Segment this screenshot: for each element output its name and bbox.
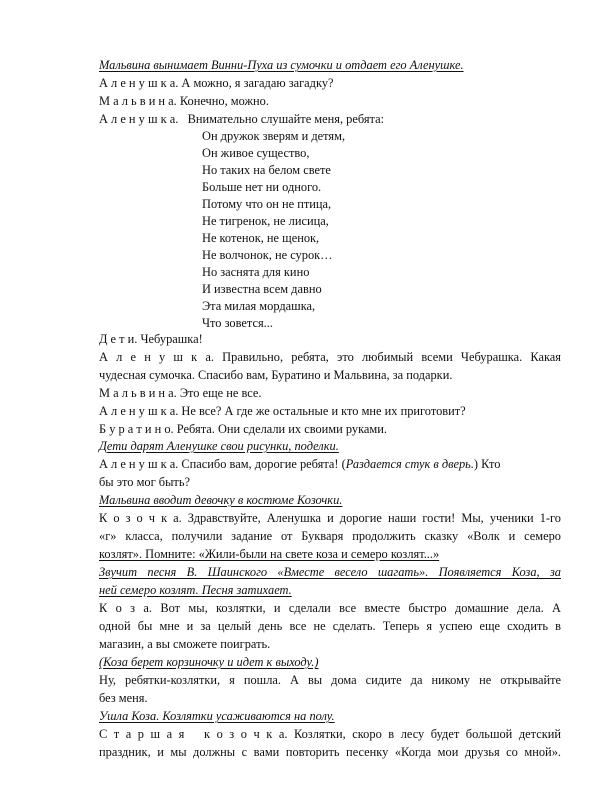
text-line: чудесная сумочка. Спасибо вам, Буратино и Мальвина, за подарки. [99,368,453,382]
poem-line: И известна всем давно [202,282,322,296]
line-text: Внимательно слушайте меня, ребята: [178,112,385,126]
line-text: Здравствуйте, Аленушка и дорогие наши гости! Мы, ученики 1-го [181,511,562,525]
text-line: козлят». Помните: «Жили-были на свете коза и семеро козлят...» [99,547,440,561]
dialogue-line [99,348,561,366]
speaker-name: С т а р ш а я к о з о ч к а. [99,727,288,741]
stage-direction: Ушла Коза. Козлятки усаживаются на полу. [99,709,335,723]
text-line: одной бы мне и за целый день все не сделать. Теперь я успею еще сходить в [99,619,561,633]
poem-line: Он живое существо, [202,146,310,160]
line-text: А можно, я загадаю загадку? [178,76,334,90]
poem-line: Он дружок зверям и детям, [202,129,346,143]
line-text: Вот мы, козлятки, и сделали все вместе быстро домашние дела. А [152,601,561,615]
dialogue-line [99,509,561,527]
speaker-name: А л е н у ш к а. [99,350,214,364]
poem-line: Не волчонок, не сурок… [202,248,333,262]
text-line: магазин, а вы сможете поиграть. [99,637,271,651]
line-text: Ребята. Они сделали их своими руками. [173,422,387,436]
speaker-name: Д е т и. [99,332,138,346]
speaker-name: А л е н у ш к а. [99,457,179,471]
dialogue-line [99,725,561,743]
dialogue-line [99,330,561,348]
poem-line: Потому что он не птица, [202,197,332,211]
poem-line: Не тигренок, не лисица, [202,214,329,228]
stage-direction: Звучит песня В. Шаинского «Вместе весело шагать». Появляется Коза, за [99,565,561,579]
dialogue-line [99,455,561,473]
text-line: бы это мог быть? [99,475,190,489]
speaker-name: К о з о ч к а. [99,511,182,525]
line-text: Чебурашка! [137,332,203,346]
poem-line: Но заснята для кино [202,265,310,279]
inline-stage-direction: Раздается стук в дверь. [345,457,474,471]
dialogue-line [99,402,561,420]
text-line: Ну, ребятки-козлятки, я пошла. А вы дома сидите да никому не открывайте [99,673,561,687]
stage-direction: Дети дарят Аленушке свои рисунки, поделки. [99,439,339,453]
speaker-name: А л е н у ш к а. [99,76,179,90]
stage-direction: Мальвина вводит девочку в костюме Козочки. [99,493,343,507]
line-text-end: ) Кто [473,457,501,471]
text-line: праздник, и мы должны с вами повторить песенку «Когда мои друзья со мной». [99,745,561,759]
poem-line: Эта милая мордашка, [202,299,316,313]
line-text: Правильно, ребята, это любимый всеми Чебурашка. Какая [213,350,561,364]
poem-line: Что зовется... [202,316,273,330]
line-text: Козлятки, скоро в лесу будет большой детский [287,727,562,741]
text-line: без меня. [99,691,148,705]
poem-line: Больше нет ни одного. [202,180,322,194]
line-text: Не все? А где же остальные и кто мне их приготовит? [178,404,466,418]
stage-direction: ней семеро козлят. Песня затихает. [99,583,292,597]
dialogue-line [99,384,561,402]
speaker-name: Б у р а т и н о. [99,422,174,436]
text-line: «г» класса, получили задание от Букваря продолжить сказку «Волк и семеро [99,529,561,543]
line-text: Конечно, можно. [176,94,269,108]
stage-direction: (Коза берет корзиночку и идет к выходу.) [99,655,319,669]
dialogue-line [99,420,561,438]
poem-line: Не котенок, не щенок, [202,231,320,245]
speaker-name: А л е н у ш к а. [99,112,179,126]
speaker-name: К о з а. [99,601,153,615]
dialogue-line [99,110,561,128]
line-text: Это еще не все. [176,386,262,400]
speaker-name: М а л ь в и н а. [99,94,177,108]
dialogue-line [99,599,561,617]
poem-line: Но таких на белом свете [202,163,331,177]
speaker-name: А л е н у ш к а. [99,404,179,418]
dialogue-line [99,92,561,110]
dialogue-line [99,74,561,92]
stage-direction: Мальвина вынимает Винни-Пуха из сумочки и отдает его Аленушке. [99,58,464,72]
speaker-name: М а л ь в и н а. [99,386,177,400]
line-text: Спасибо вам, дорогие ребята! ( [178,457,346,471]
